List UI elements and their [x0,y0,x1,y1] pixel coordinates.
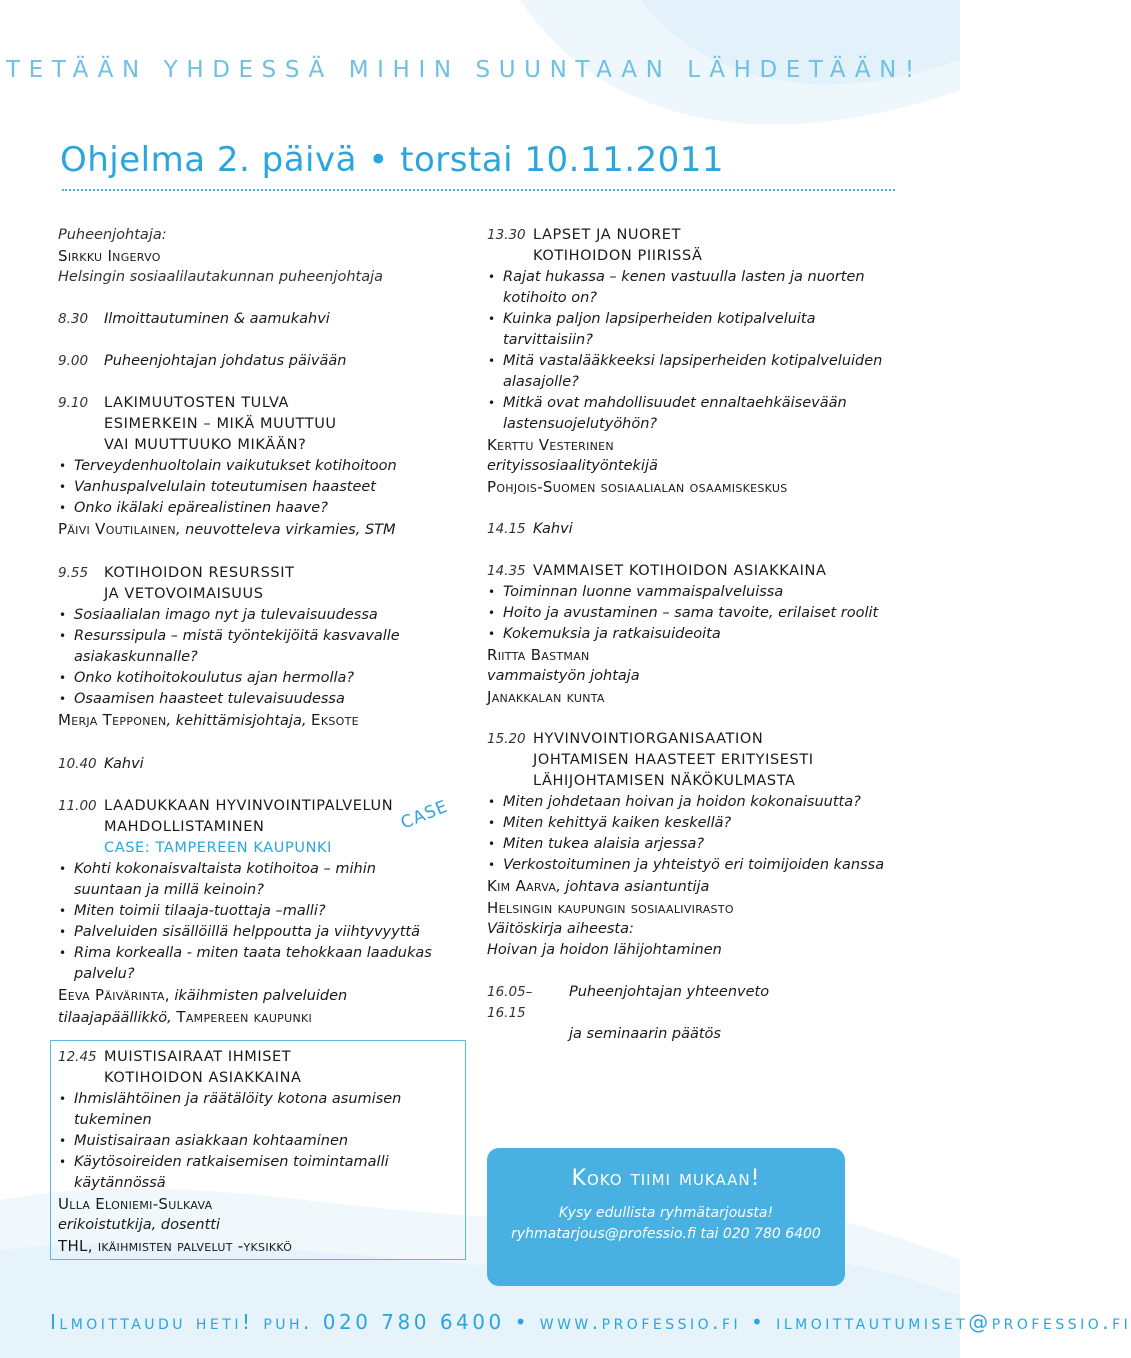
chair-label: Puheenjohtaja: [58,227,167,243]
bullet-item: • Rima korkealla - miten taata tehokkaan laadukas palvelu? [58,943,438,985]
session-title: VAI MUUTTUUKO MIKÄÄN? [104,437,307,453]
bullet-item: • Verkostoituminen ja yhteistyö eri toimijoiden kanssa [487,855,907,876]
speaker-role: ikäihmisten palveluiden tilaajapäällikkö, [58,988,348,1026]
session-1415 [487,519,907,540]
session-time: 10.40 [58,756,97,772]
tagline: TETÄÄN YHDESSÄ MIHIN SUUNTAAN LÄHDETÄÄN! [6,57,923,83]
bullet-item: • Toiminnan luonne vammaispalveluissa [487,582,907,603]
speaker-role: , johtava asiantuntija [556,879,710,895]
bullet-item: • Mitkä ovat mahdollisuudet ennaltaehkäisevään lastensuojelutyöhön? [487,393,907,435]
program-right-column [487,225,907,1045]
bullet-item: • Osaamisen haasteet tulevaisuudessa [58,689,438,710]
session-title: MAHDOLLISTAMINEN [104,819,265,835]
speaker-role: erityissosiaalityöntekijä [487,458,658,474]
bullet-item: • Palveluiden sisällöillä helppoutta ja viihtyvyyttä [58,922,438,943]
speaker-line [58,985,438,1029]
session-text: Ilmoittautuminen & aamukahvi [104,311,330,327]
speaker-name: Merja Tepponen [58,711,167,729]
bullet-item: • Vanhuspalvelulain toteutumisen haasteet [58,477,438,498]
session-title: LAKIMUUTOSTEN TULVA [104,395,290,411]
bullet-item: • Kokemuksia ja ratkaisuideoita [487,624,907,645]
session-title: VAMMAISET KOTIHOIDON ASIAKKAINA [533,563,827,579]
session-bullets [58,456,438,519]
session-time: 14.35 [487,563,526,579]
speaker-line [58,710,438,732]
speaker-name: Kerttu Vesterinen [487,436,614,454]
promo-title: Koko tiimi mukaan! [571,1166,761,1191]
speaker-role: vammaistyön johtaja [487,668,640,684]
speaker-name: Päivi Voutilainen [58,520,176,538]
session-time: 11.00 [58,798,97,814]
promo-contact-link[interactable]: ryhmatarjous@professio.fi tai 020 780 6400 [511,1226,821,1242]
bullet-item: • Miten toimii tilaaja-tuottaja –malli? [58,901,438,922]
session-1040 [58,754,438,775]
session-time: 9.10 [58,395,89,411]
promo-text: Kysy edullista ryhmätarjousta! [558,1205,774,1221]
session-text: ja seminaarin päätös [569,1026,721,1042]
session-time: 16.05–16.15 [487,984,533,1021]
case-line: CASE: TAMPEREEN KAUPUNKI [104,840,332,856]
session-text: Kahvi [104,756,144,772]
bullet-item: • Ihmislähtöinen ja räätälöity kotona asumisen tukeminen [58,1089,458,1131]
bullet-item: • Terveydenhuoltolain vaikutukset kotihoitoon [58,456,438,477]
session-bullets [487,582,907,645]
speaker-name: Ulla Eloniemi-Sulkava [58,1195,213,1213]
bullet-item: • Muistisairaan asiakkaan kohtaaminen [58,1131,458,1152]
speaker-role: erikoistutkija, dosentti [58,1217,221,1233]
bullet-item: • Sosiaalialan imago nyt ja tulevaisuudessa [58,605,438,626]
bullet-item: • Mitä vastalääkkeeksi lapsiperheiden kotipalveluiden alasajolle? [487,351,907,393]
session-title: ESIMERKEIN – MIKÄ MUUTTUU [104,416,337,432]
session-time: 13.30 [487,227,526,243]
speaker-line [487,876,907,898]
session-text: Kahvi [533,521,573,537]
bullet-item: • Miten kehittyä kaiken keskellä? [487,813,907,834]
case-stamp: CASE [398,796,452,834]
session-time: 8.30 [58,311,89,327]
session-1520 [487,729,907,961]
session-time: 9.00 [58,353,89,369]
speaker-role: , kehittämisjohtaja, [166,713,312,729]
bullet-item: • Käytösoireiden ratkaisemisen toimintamalli käytännössä [58,1152,458,1194]
bullet-item: • Miten johdetaan hoivan ja hoidon kokonaisuutta? [487,792,907,813]
bullet-item: • Kuinka paljon lapsiperheiden kotipalveluita tarvittaisiin? [487,309,907,351]
bullet-item: • Onko kotihoitokoulutus ajan hermolla? [58,668,438,689]
session-0900 [58,351,438,372]
speaker-org: Tampereen kaupunki [176,1008,313,1026]
session-title: HYVINVOINTIORGANISAATION [533,731,764,747]
session-bullets [58,1089,458,1194]
session-title: MUISTISAIRAAT IHMISET [104,1049,292,1065]
session-text: Puheenjohtajan johdatus päivään [104,353,347,369]
speaker-org: Pohjois-Suomen sosiaalialan osaamiskeskus [487,478,788,496]
bullet-item: • Hoito ja avustaminen – sama tavoite, erilaiset roolit [487,603,907,624]
session-title: JOHTAMISEN HAASTEET ERITYISESTI [533,752,814,768]
footer-registration[interactable]: Ilmoittaudu heti! puh. 020 780 6400 • www.professio.fi • ilmoittautumiset@professio.fi [50,1310,1131,1334]
bullet-item: • Resurssipula – mistä työntekijöitä kasvavalle asiakaskunnalle? [58,626,438,668]
session-title: KOTIHOIDON RESURSSIT [104,565,295,581]
session-time: 9.55 [58,565,89,581]
session-bullets [58,859,438,985]
session-title: KOTIHOIDON ASIAKKAINA [104,1070,302,1086]
session-bullets [487,792,907,876]
session-0910 [58,393,438,541]
session-bullets [58,605,438,710]
bullet-item: • Miten tukea alaisia arjessa? [487,834,907,855]
session-title: LÄHIJOHTAMISEN NÄKÖKULMASTA [533,773,796,789]
speaker-org: Janakkalan kunta [487,688,605,706]
session-title: LAPSET JA NUORET [533,227,682,243]
session-0830 [58,309,438,330]
session-bullets [487,267,907,435]
session-0955 [58,563,438,732]
speaker-org: THL, ikäihmisten palvelut -yksikkö [58,1237,293,1255]
session-title: KOTIHOIDON PIIRISSÄ [533,248,703,264]
bullet-item: • Onko ikälaki epärealistinen haave? [58,498,438,519]
chair-name: Sirkku Ingervo [58,247,161,265]
session-1330 [487,225,907,498]
group-offer-box [487,1148,845,1286]
title-divider [62,189,895,191]
chair-role: Helsingin sosiaalilautakunnan puheenjohtaja [58,269,384,285]
session-text: Puheenjohtajan yhteenveto [569,984,770,1000]
speaker-name: Eeva Päivärinta, [58,986,170,1004]
thesis-label: Väitöskirja aiheesta: [487,921,634,937]
thesis-title: Hoivan ja hoidon lähijohtaminen [487,942,722,958]
session-time: 14.15 [487,521,526,537]
page-title: Ohjelma 2. päivä • torstai 10.11.2011 [60,140,725,180]
speaker-org: Helsingin kaupungin sosiaalivirasto [487,899,734,917]
bullet-item: • Rajat hukassa – kenen vastuulla lasten ja nuorten kotihoito on? [487,267,907,309]
session-time: 15.20 [487,731,526,747]
session-title: JA VETOVOIMAISUUS [104,586,264,602]
speaker-name: Kim Aarva [487,877,557,895]
session-title: LAADUKKAAN HYVINVOINTIPALVELUN [104,798,394,814]
speaker-line [58,519,438,541]
speaker-org: Eksote [311,711,359,729]
speaker-name: Riitta Bastman [487,646,590,664]
program-left-column [58,225,438,1029]
session-1435 [487,561,907,708]
speaker-role: , neuvotteleva virkamies, STM [175,522,396,538]
session-1245 [58,1047,458,1257]
session-1100 [58,796,438,1029]
bullet-item: • Kohti kokonaisvaltaista kotihoitoa – mihin suuntaan ja millä keinoin? [58,859,438,901]
session-1605 [487,982,907,1045]
session-time: 12.45 [58,1049,97,1065]
